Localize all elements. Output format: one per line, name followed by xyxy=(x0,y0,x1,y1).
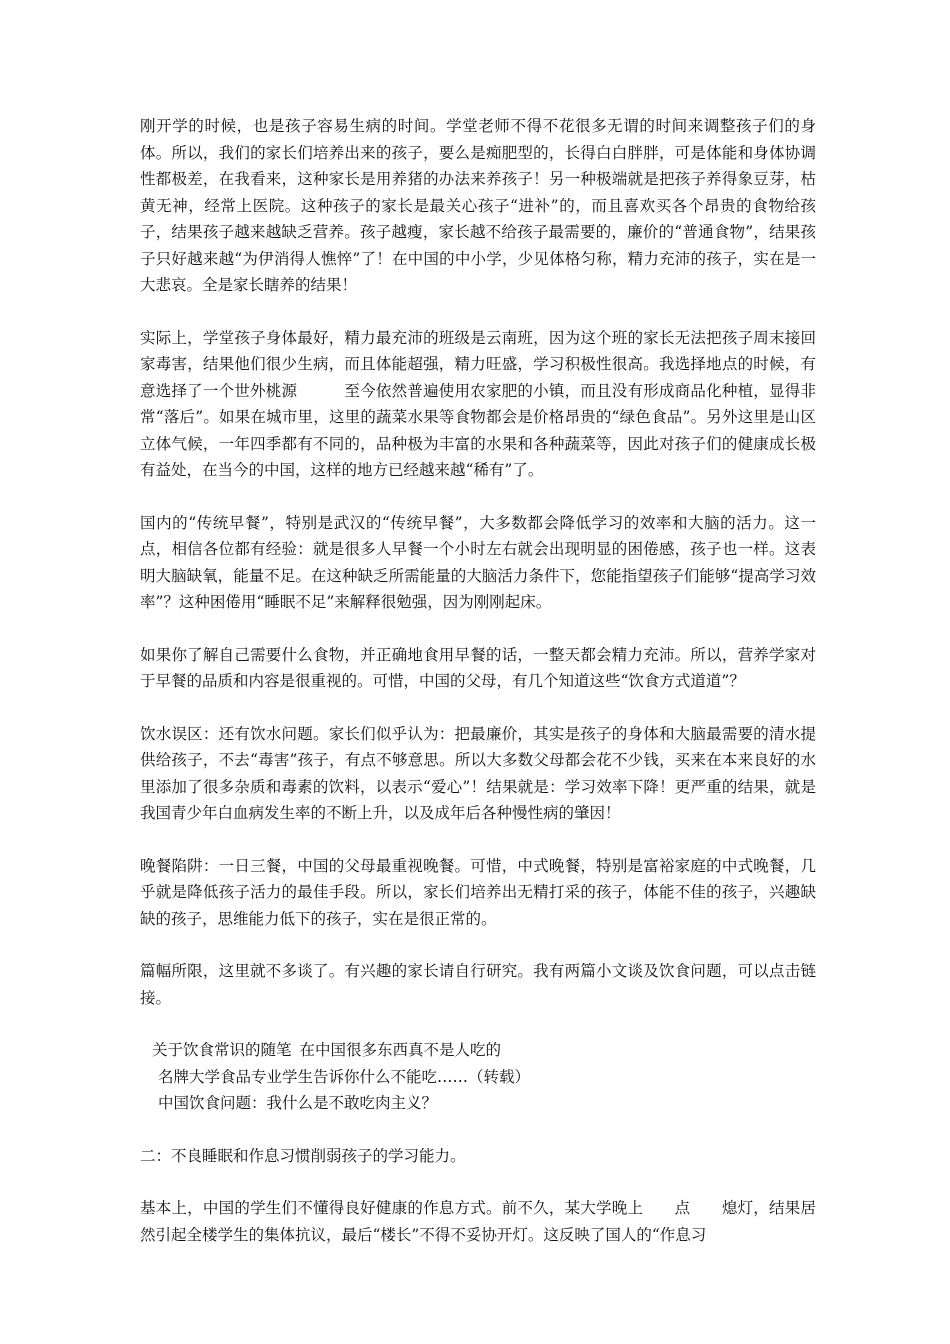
paragraph-yunnan-class: 实际上，学堂孩子身体最好，精力最充沛的班级是云南班，因为这个班的家长无法把孩子周末接回家毒害，结果他们很少生病，而且体能超强，精力旺盛，学习积极性很高。我选择地点的时候，有意选择了一个世外桃源 至今依然普遍使用农家肥的小镇，而且没有形成商品化种植，显得非常“落后”。如果在城市里，这里的蔬菜水果等食物都会是价格昂贵的“绿色食品”。另外这里是山区立体气候，一年四季都有不同的，品种极为丰富的水果和各种蔬菜等，因此对孩子们的健康成长极有益处，在当今的中国，这样的地方已经越来越“稀有”了。 xyxy=(140,328,816,479)
link-diet-essay[interactable]: 关于饮食常识的随笔 xyxy=(152,1041,292,1059)
paragraph-traditional-breakfast: 国内的“传统早餐”，特别是武汉的“传统早餐”，大多数都会降低学习的效率和大脑的活力。这一点，相信各位都有经验：就是很多人早餐一个小时左右就会出现明显的困倦感，孩子也一样。这表明大脑缺氧，能量不足。在这种缺乏所需能量的大脑活力条件下，您能指望孩子们能够“提高学习效率”？这种困倦用“睡眠不足”来解释很勉强，因为刚刚起床。 xyxy=(140,513,816,611)
paragraph-rest-habits: 基本上，中国的学生们不懂得良好健康的作息方式。前不久，某大学晚上 点 熄灯，结果居然引起全楼学生的集体抗议，最后“楼长”不得不妥协开灯。这反映了国人的“作息习 xyxy=(140,1199,816,1244)
section-heading-sleep: 二：不良睡眠和作息习惯削弱孩子的学习能力。 xyxy=(140,1146,466,1165)
paragraph-school-illness: 刚开学的时候，也是孩子容易生病的时间。学堂老师不得不花很多无谓的时间来调整孩子们的身体。所以，我们的家长们培养出来的孩子，要么是痴肥型的，长得白白胖胖，可是体能和身体协调性都极差，在我看来，这种家长是用养猪的办法来养孩子！另一种极端就是把孩子养得象豆芽，枯黄无神，经常上医院。这种孩子的家长是最关心孩子“进补”的，而且喜欢买各个昂贵的食物给孩子，结果孩子越来越缺乏营养。孩子越瘦，家长越不给孩子最需要的，廉价的“普通食物”，结果孩子只好越来越“为伊消得人憔悴”了！在中国的中小学，少见体格匀称，精力充沛的孩子，实在是一大悲哀。全是家长瞎养的结果！ xyxy=(140,117,816,294)
paragraph-space-limited: 篇幅所限，这里就不多谈了。有兴趣的家长请自行研究。我有两篇小文谈及饮食问题，可以点击链接。 xyxy=(140,962,816,1007)
link-line-2 xyxy=(140,1064,816,1091)
paragraph-dinner-trap: 晚餐陷阱：一日三餐，中国的父母最重视晚餐。可惜，中式晚餐，特别是富裕家庭的中式晚餐，几乎就是降低孩子活力的最佳手段。所以，家长们培养出无精打采的孩子，体能不佳的孩子，兴趣缺缺的孩子，思维能力低下的孩子，实在是很正常的。 xyxy=(140,856,816,928)
link-line-3 xyxy=(140,1090,816,1117)
article-body xyxy=(140,113,816,1248)
link-china-diet-problem[interactable]: 中国饮食问题：我什么是不敢吃肉主义？ xyxy=(158,1094,438,1112)
link-food-major-student[interactable]: 名牌大学食品专业学生告诉你什么不能吃……（转载） xyxy=(158,1067,531,1086)
paragraph-drinking-water: 饮水误区：还有饮水问题。家长们似乎认为：把最廉价，其实是孩子的身体和大脑最需要的清水提供给孩子，不去“毒害”孩子，有点不够意思。所以大多数父母都会花不少钱，买来在本来良好的水里添加了很多杂质和毒素的饮料，以表示“爱心”！结果就是：学习效率下降！更严重的结果，就是我国青少年白血病发生率的不断上升，以及成年后各种慢性病的肇因！ xyxy=(140,724,816,822)
link-line-1 xyxy=(140,1037,816,1064)
paragraph-breakfast-quality: 如果你了解自己需要什么食物，并正确地食用早餐的话，一整天都会精力充沛。所以，营养学家对于早餐的品质和内容是很重视的。可惜，中国的父母，有几个知道这些“饮食方式道道”？ xyxy=(140,645,816,690)
link-not-edible-in-china[interactable]: 在中国很多东西真不是人吃的 xyxy=(299,1041,502,1059)
related-links xyxy=(140,1037,816,1117)
